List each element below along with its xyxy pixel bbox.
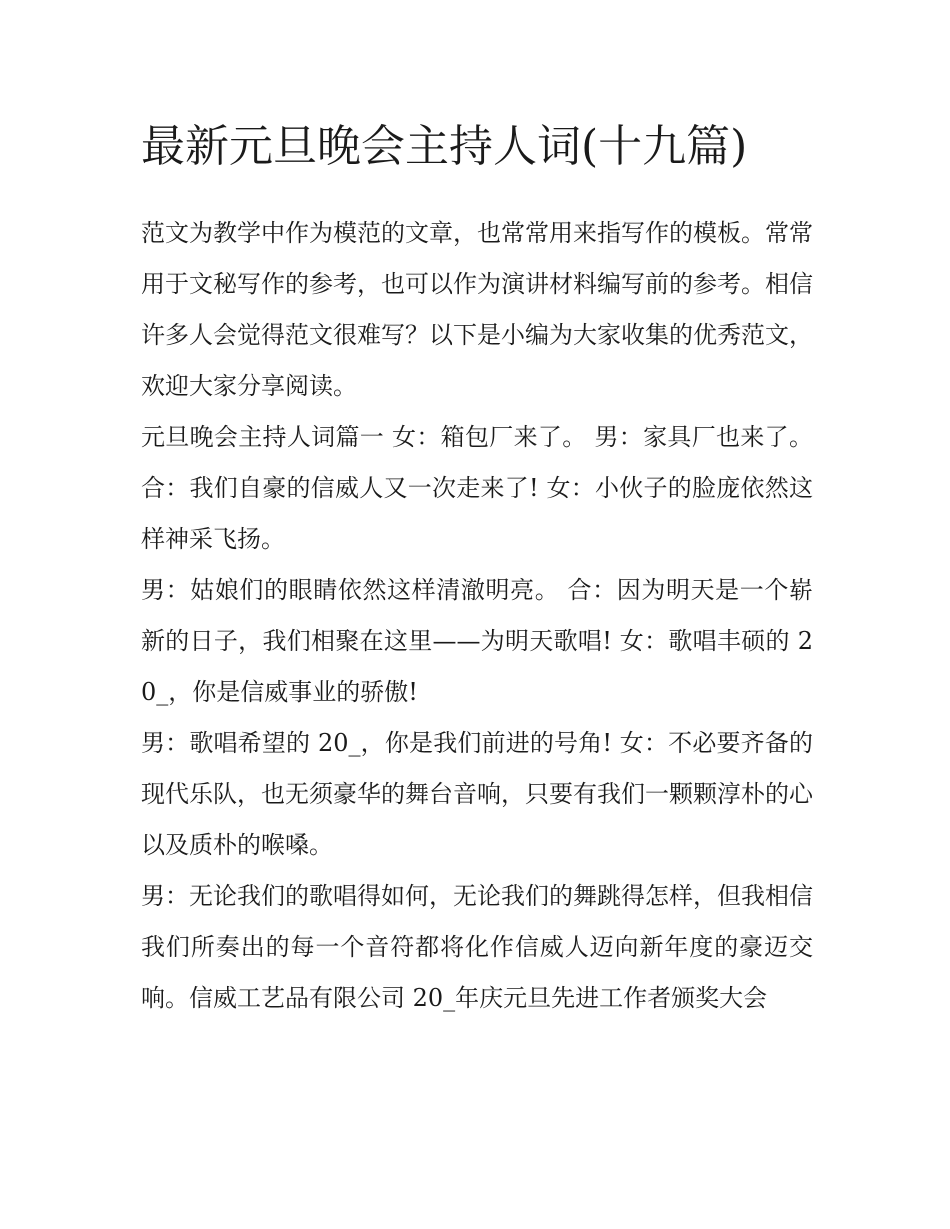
paragraph: 男：姑娘们的眼睛依然这样清澈明亮。 合：因为明天是一个崭新的日子，我们相聚在这里——为明天歌唱! 女：歌唱丰硕的 20_，你是信威事业的骄傲! [141, 576, 813, 706]
document-body [141, 208, 813, 1024]
paragraph: 元旦晚会主持人词篇一 女：箱包厂来了。 男：家具厂也来了。 合：我们自豪的信威人又一次走来了! 女：小伙子的脸庞依然这样神采飞扬。 [141, 423, 813, 553]
paragraph: 男：歌唱希望的 20_，你是我们前进的号角! 女：不必要齐备的现代乐队，也无须豪华的舞台音响，只要有我们一颗颗淳朴的心以及质朴的喉嗓。 [141, 729, 813, 859]
document-page [141, 110, 813, 1024]
paragraph: 范文为教学中作为模范的文章，也常常用来指写作的模板。常常用于文秘写作的参考，也可以作为演讲材料编写前的参考。相信许多人会觉得范文很难写？以下是小编为大家收集的优秀范文，欢迎大家分享阅读。 [141, 219, 813, 400]
document-title: 最新元旦晚会主持人词(十九篇) [141, 121, 748, 172]
paragraph: 男：无论我们的歌唱得如何，无论我们的舞跳得怎样，但我相信我们所奏出的每一个音符都将化作信威人迈向新年度的豪迈交响。信威工艺品有限公司 20_年庆元旦先进工作者颁奖大会 [141, 882, 813, 1012]
